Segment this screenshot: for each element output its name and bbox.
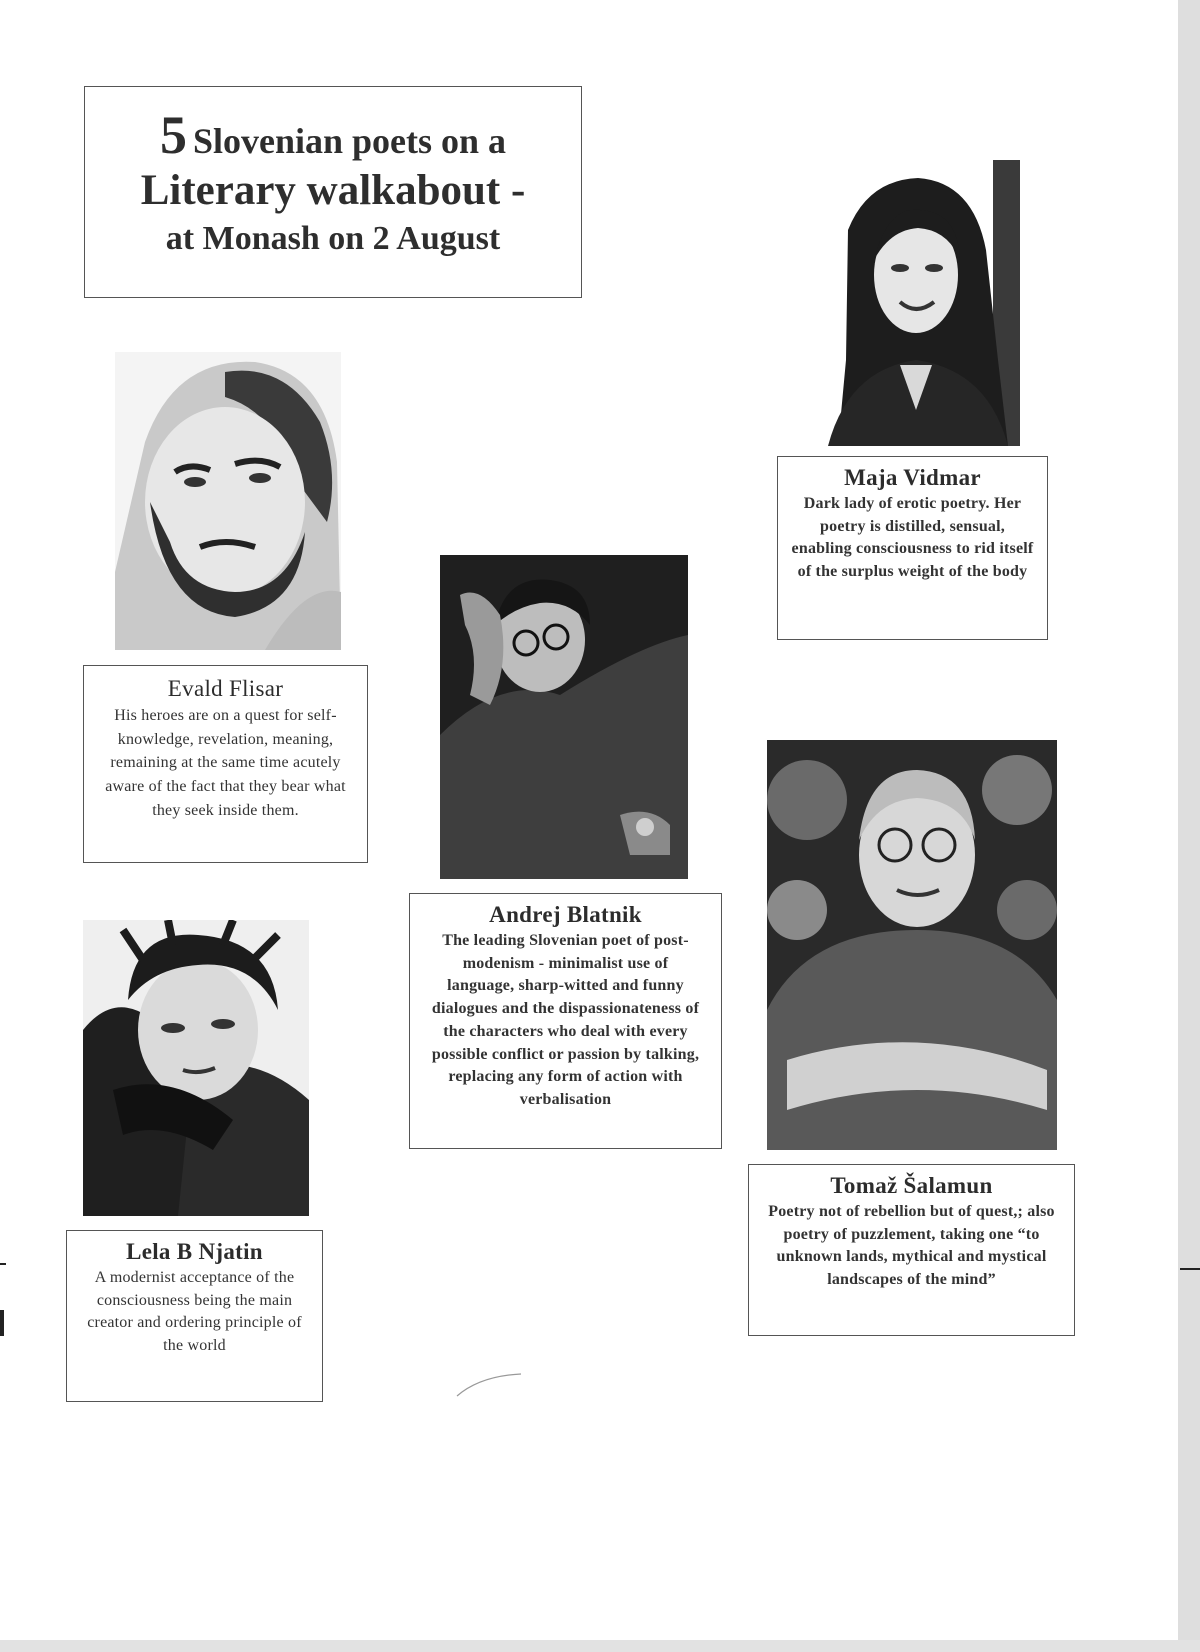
maja-vidmar-name: Maja Vidmar <box>844 465 981 490</box>
maja-vidmar-photo <box>808 160 1020 446</box>
title-line-1-text: Slovenian poets on a <box>192 121 507 161</box>
andrej-blatnik-name: Andrej Blatnik <box>489 902 642 927</box>
lela-njatin-photo <box>83 920 309 1216</box>
evald-flisar-caption <box>83 665 368 863</box>
maja-vidmar-description: Dark lady of erotic poetry. Her poetry is distilled, sensual, enabling consciousness to rid itself of the surplus weight of the body <box>791 495 1034 581</box>
right-margin-mark <box>1180 1268 1200 1270</box>
title-line-2: Literary walkabout - <box>140 167 526 215</box>
left-margin-mark <box>0 1263 6 1265</box>
evald-flisar-description: His heroes are on a quest for self-knowledge, revelation, meaning, remaining at the same time acutely aware of the fact that they bear what they seek inside them. <box>105 707 346 819</box>
andrej-blatnik-photo <box>440 555 688 879</box>
tomaz-salamun-name: Tomaž Šalamun <box>830 1173 993 1198</box>
lela-njatin-caption <box>66 1230 323 1402</box>
tomaz-salamun-photo <box>767 740 1057 1150</box>
scanner-edge-right <box>1178 0 1200 1652</box>
pen-mark <box>455 1370 525 1400</box>
tomaz-salamun-caption <box>748 1164 1075 1336</box>
tomaz-salamun-description: Poetry not of rebellion but of quest,; also poetry of puzzlement, taking one “to unknown lands, mythical and mystical landscapes of the mind” <box>768 1203 1055 1289</box>
title-number: 5 <box>159 105 187 165</box>
maja-vidmar-caption <box>777 456 1048 640</box>
left-margin-bar <box>0 1310 4 1336</box>
evald-flisar-name: Evald Flisar <box>167 676 284 701</box>
evald-flisar-photo <box>115 352 341 650</box>
lela-njatin-description: A modernist acceptance of the consciousness being the main creator and ordering principle of the world <box>87 1269 302 1355</box>
title-line-3: at Monash on 2 August <box>165 219 501 257</box>
andrej-blatnik-caption <box>409 893 722 1149</box>
scanner-edge-bottom <box>0 1640 1200 1652</box>
title-line-1 <box>85 105 581 165</box>
title-box <box>84 86 582 298</box>
lela-njatin-name: Lela B Njatin <box>126 1239 263 1264</box>
andrej-blatnik-description: The leading Slovenian poet of post-modenism - minimalist use of language, sharp-witted and funny dialogues and the dispassionateness of the characters who deal with every possible conflict or passion by talking, replacing any form of action with verbalisation <box>431 932 700 1109</box>
